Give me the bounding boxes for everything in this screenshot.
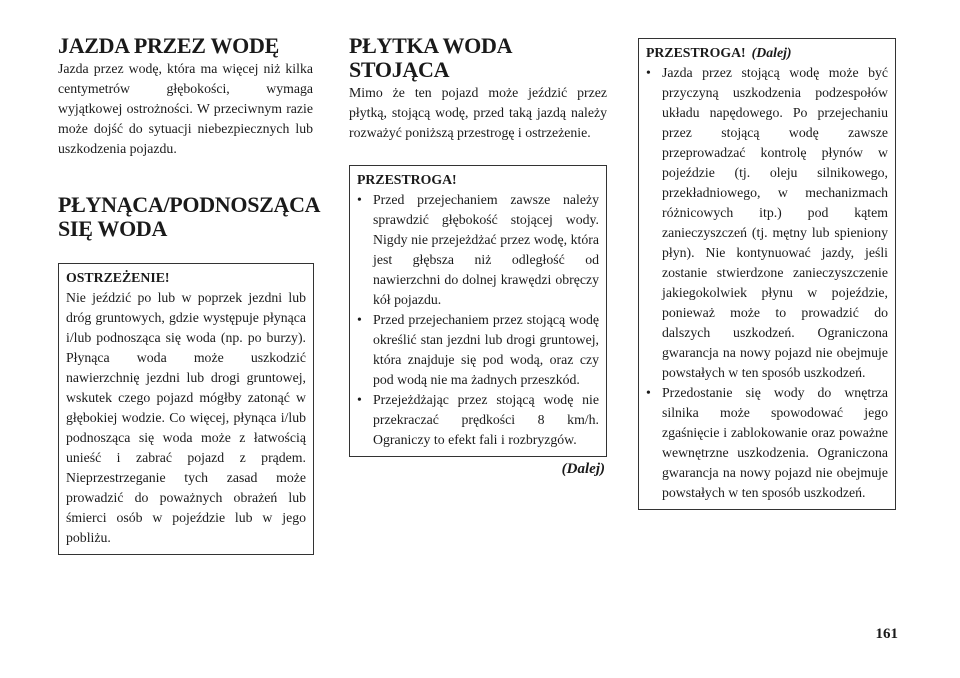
list-item: • Przejeżdżając przez stojącą wodę nie przekraczać prędkości 8 km/h. Ograniczy to efekt fali i rozbryzgów. [357, 390, 599, 450]
list-item: • Przed przejechaniem przez stojącą wodę określić stan jezdni lub drogi gruntowej, która znajduje się pod wodą, oraz czy pod wodą nie ma żadnych przeszkód. [357, 310, 599, 390]
caution-label-text: PRZESTROGA! [646, 45, 746, 60]
heading-driving-through-water: JAZDA PRZEZ WODĘ [58, 33, 279, 58]
column-3 [638, 0, 895, 510]
caution-list [357, 190, 599, 450]
warning-box [58, 263, 314, 555]
caution-box-continued [638, 38, 896, 510]
intro-paragraph: Mimo że ten pojazd może jeździć przez płytką, stojącą wodę, przed taką jazdą należy rozważyć poniższą przestrogę i ostrzeżenie. [349, 85, 607, 140]
column-2 [349, 0, 607, 478]
warning-label: OSTRZEŻENIE! [66, 270, 170, 285]
heading-shallow-standing-water: PŁYTKA WODA STOJĄCA [349, 33, 511, 82]
heading-flowing-water: PŁYNĄCA/PODNOSZĄCA SIĘ WODA [58, 192, 320, 241]
caution-list [646, 63, 888, 503]
warning-text: Nie jeździć po lub w poprzek jezdni lub dróg gruntowych, gdzie występuje płynąca i/lub podnosząca się woda (np. po burzy). Płynąca woda może uszkodzić nawierzchnię jezdni lub drogi gruntowej, wskutek czego pojazd mógłby zatonąć w głębokiej wodzie. Co więcej, płynąca i/lub podnosząca się woda może z łatwością unieść i zabrać pojazd z prądem. Nieprzestrzeganie tych zasad może prowadzić do poważnych obrażeń lub śmierci osób w pojeździe lub w jego pobliżu. [66, 290, 306, 545]
continued-marker: (Dalej) [751, 45, 792, 60]
continued-marker: (Dalej) [561, 461, 605, 477]
list-item: • Przedostanie się wody do wnętrza silnika może spowodować jego zgaśnięcie i zablokowanie oraz poważne wewnętrzne uszkodzenia. Ograniczona gwarancja na nowy pojazd nie obejmuje powstałych w ten sposób uszkodzeń. [646, 383, 888, 503]
list-item: • Przed przejechaniem zawsze należy sprawdzić głębokość stojącej wody. Nigdy nie przejeżdżać przez wodę, która jest głębsza niż odległość od nawierzchni do dolnej krawędzi obręczy kół pojazdu. [357, 190, 599, 310]
list-item: • Jazda przez stojącą wodę może być przyczyną uszkodzenia podzespołów układu napędowego. Po przejechaniu przez stojącą wodę zawsze przeprowadzać kontrolę płynów w pojeździe (tj. oleju silnikowego, przekładniowego, w mechanizmach różnicowych itp.) pod kątem zanieczyszczeń (tj. mętny lub spieniony płyn). Nie kontynuować jazdy, jeśli zostanie stwierdzone zanieczyszczenie jakiegokolwiek płynu w pojeździe, ponieważ może to prowadzić do dalszych uszkodzeń. Ograniczona gwarancja na nowy pojazd nie obejmuje powstałych w ten sposób uszkodzeń. [646, 63, 888, 383]
page-number: 161 [875, 626, 898, 642]
caution-label [646, 43, 888, 63]
caution-label: PRZESTROGA! [357, 172, 457, 187]
caution-box [349, 165, 607, 457]
column-1 [58, 0, 320, 555]
intro-paragraph: Jazda przez wodę, która ma więcej niż kilka centymetrów głębokości, wymaga wyjątkowej ostrożności. W przeciwnym razie może dojść do sytuacji niebezpiecznych lub uszkodzenia pojazdu. [58, 61, 313, 156]
